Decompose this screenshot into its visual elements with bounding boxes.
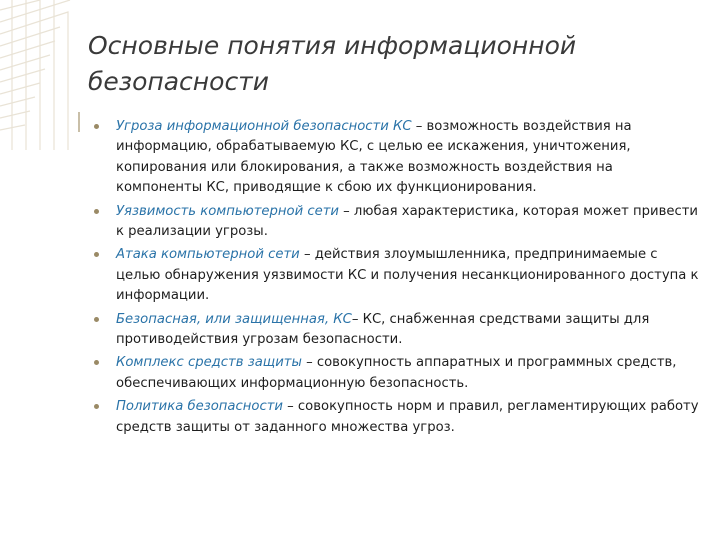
bullet-icon — [94, 209, 99, 214]
definition: – любая характеристика, которая может привести к реализации угрозы. — [116, 203, 698, 240]
term: Уязвимость компьютерной сети — [116, 203, 339, 219]
bullet-icon — [94, 360, 99, 365]
bullet-icon — [94, 404, 99, 409]
list-item — [94, 202, 699, 243]
term: Безопасная, или защищенная, КС — [116, 311, 352, 327]
definition: – совокупность аппаратных и программных средств, обеспечивающих информационную безопасность. — [116, 355, 677, 391]
term: Комплекс средств защиты — [116, 355, 302, 371]
bullet-icon — [94, 317, 99, 322]
list-item — [94, 117, 699, 199]
definition: – совокупность норм и правил, регламентирующих работу средств защиты от заданного множества угроз. — [116, 399, 699, 435]
definition-list — [94, 117, 699, 441]
definition: – действия злоумышленника, предпринимаемые с целью обнаружения уязвимости КС и получения несанкционированного доступа к информации. — [116, 247, 699, 304]
bullet-icon — [94, 124, 99, 129]
term: Атака компьютерной сети — [116, 247, 300, 263]
definition: – возможность воздействия на информацию, обрабатываемую КС, с целью ее искажения, уничтожения, копирования или блокирования, а также возможность воздействия на компоненты КС, приводящие к сбою их функционирования. — [116, 119, 632, 196]
bullet-icon — [94, 252, 99, 257]
list-item — [94, 353, 699, 394]
title-divider — [78, 112, 80, 132]
corner-decoration — [0, 0, 90, 150]
definition: – КС, снабженная средствами защиты для противодействия угрозам безопасности. — [116, 311, 650, 348]
list-item — [94, 397, 699, 438]
list-item — [94, 310, 699, 351]
term: Угроза информационной безопасности КС — [116, 119, 412, 134]
list-item — [94, 245, 699, 306]
page-title: Основные понятия информационной безопасности — [88, 31, 577, 96]
term: Политика безопасности — [116, 399, 283, 415]
